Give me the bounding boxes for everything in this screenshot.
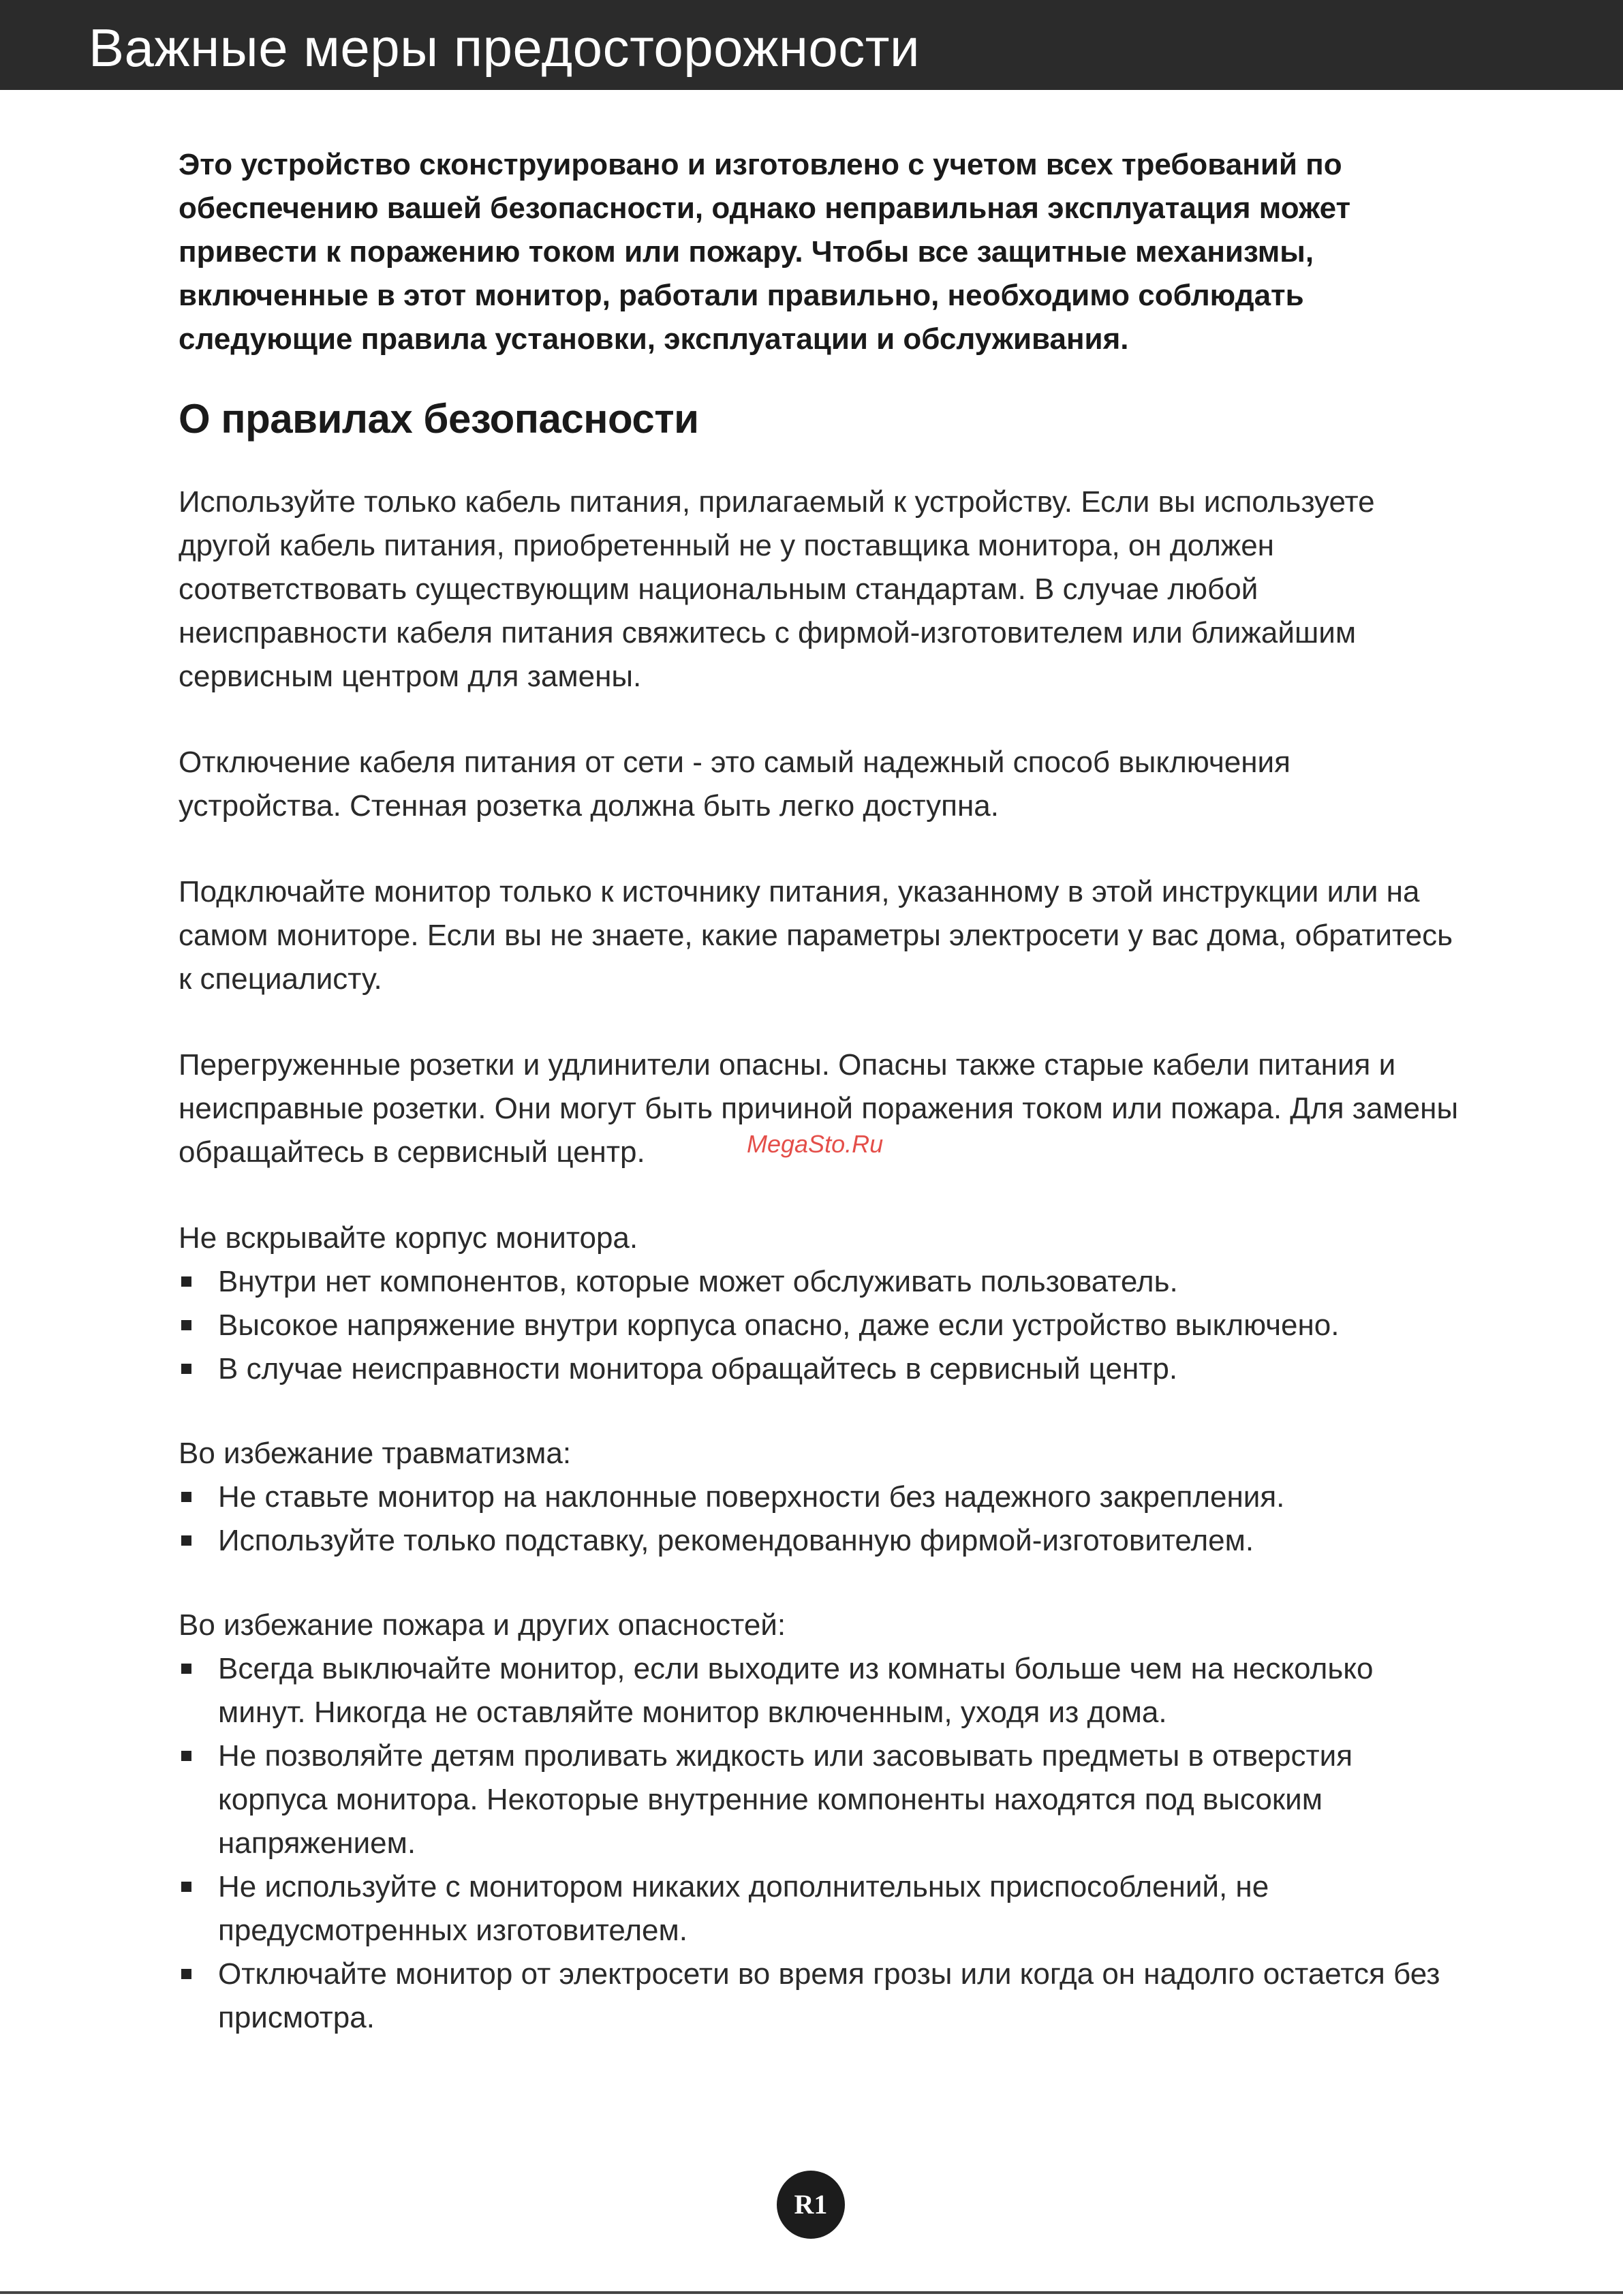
bullet-icon xyxy=(181,1364,191,1374)
bullet-icon xyxy=(181,1535,191,1546)
bullet-list xyxy=(179,1475,1459,1563)
bullet-icon xyxy=(181,1320,191,1330)
page-number-badge: R1 xyxy=(777,2171,845,2239)
list-item: Всегда выключайте монитор, если выходите из комнаты больше чем на несколько минут. Никогда не оставляйте монитор включенным, уходя из дома. xyxy=(179,1647,1459,1734)
block-injury xyxy=(179,1432,1459,1563)
list-item: Используйте только подставку, рекомендованную фирмой-изготовителем. xyxy=(179,1519,1459,1563)
bullet-icon xyxy=(181,1751,191,1761)
list-item: Не позволяйте детям проливать жидкость или засовывать предметы в отверстия корпуса монитора. Некоторые внутренние компоненты находятся под высоким напряжением. xyxy=(179,1734,1459,1865)
document-body xyxy=(179,143,1459,2081)
header-bar xyxy=(0,0,1623,90)
page-title: Важные меры предосторожности xyxy=(89,18,921,78)
list-item: Не ставьте монитор на наклонные поверхности без надежного закрепления. xyxy=(179,1475,1459,1519)
bullet-icon xyxy=(181,1664,191,1674)
paragraph-disconnect: Отключение кабеля питания от сети - это самый надежный способ выключения устройства. Стенная розетка должна быть легко доступна. xyxy=(179,746,1290,823)
paragraph-power-cable: Используйте только кабель питания, прилагаемый к устройству. Если вы используете другой кабель питания, приобретенный не у поставщика монитора, он должен соответствовать существующим национальным стандартам. В случае любой неисправности кабеля питания свяжитесь с фирмой-изготовителем или ближайшим сервисным центром для замены. xyxy=(179,485,1375,693)
list-item: Внутри нет компонентов, которые может обслуживать пользователь. xyxy=(179,1260,1459,1304)
bullet-icon xyxy=(181,1492,191,1502)
watermark-text: MegaSto.Ru xyxy=(747,1130,884,1158)
bullet-list xyxy=(179,1260,1459,1391)
bottom-divider xyxy=(0,2291,1623,2294)
block-title: Во избежание пожара и других опасностей: xyxy=(179,1608,786,1642)
paragraph-overload: Перегруженные розетки и удлинители опасны. Опасны также старые кабели питания и неисправные розетки. Они могут быть причиной поражения током или пожара. Для замены обращайтесь в сервисный центр. xyxy=(179,1048,1459,1169)
section-heading: О правилах безопасности xyxy=(179,396,699,442)
block-title: Не вскрывайте корпус монитора. xyxy=(179,1221,638,1255)
list-item: Отключайте монитор от электросети во время грозы или когда он надолго остается без присмотра. xyxy=(179,1953,1459,2040)
bullet-list xyxy=(179,1647,1459,2040)
paragraph-power-source: Подключайте монитор только к источнику питания, указанному в этой инструкции или на самом мониторе. Если вы не знаете, какие параметры электросети у вас дома, обратитесь к специалисту. xyxy=(179,875,1453,996)
intro-paragraph: Это устройство сконструировано и изготовлено с учетом всех требований по обеспечению вашей безопасности, однако неправильная эксплуатация может привести к поражению током или пожару. Чтобы все защитные механизмы, включенные в этот монитор, работали правильно, необходимо соблюдать следующие правила установки, эксплуатации и обслуживания. xyxy=(179,148,1351,356)
list-item: В случае неисправности монитора обращайтесь в сервисный центр. xyxy=(179,1347,1459,1391)
block-do-not-open xyxy=(179,1216,1459,1391)
bullet-icon xyxy=(181,1276,191,1287)
list-item: Высокое напряжение внутри корпуса опасно, даже если устройство выключено. xyxy=(179,1304,1459,1347)
block-title: Во избежание травматизма: xyxy=(179,1437,572,1470)
bullet-icon xyxy=(181,1969,191,1979)
block-fire xyxy=(179,1604,1459,2040)
list-item: Не используйте с монитором никаких дополнительных приспособлений, не предусмотренных изготовителем. xyxy=(179,1865,1459,1953)
bullet-icon xyxy=(181,1882,191,1892)
